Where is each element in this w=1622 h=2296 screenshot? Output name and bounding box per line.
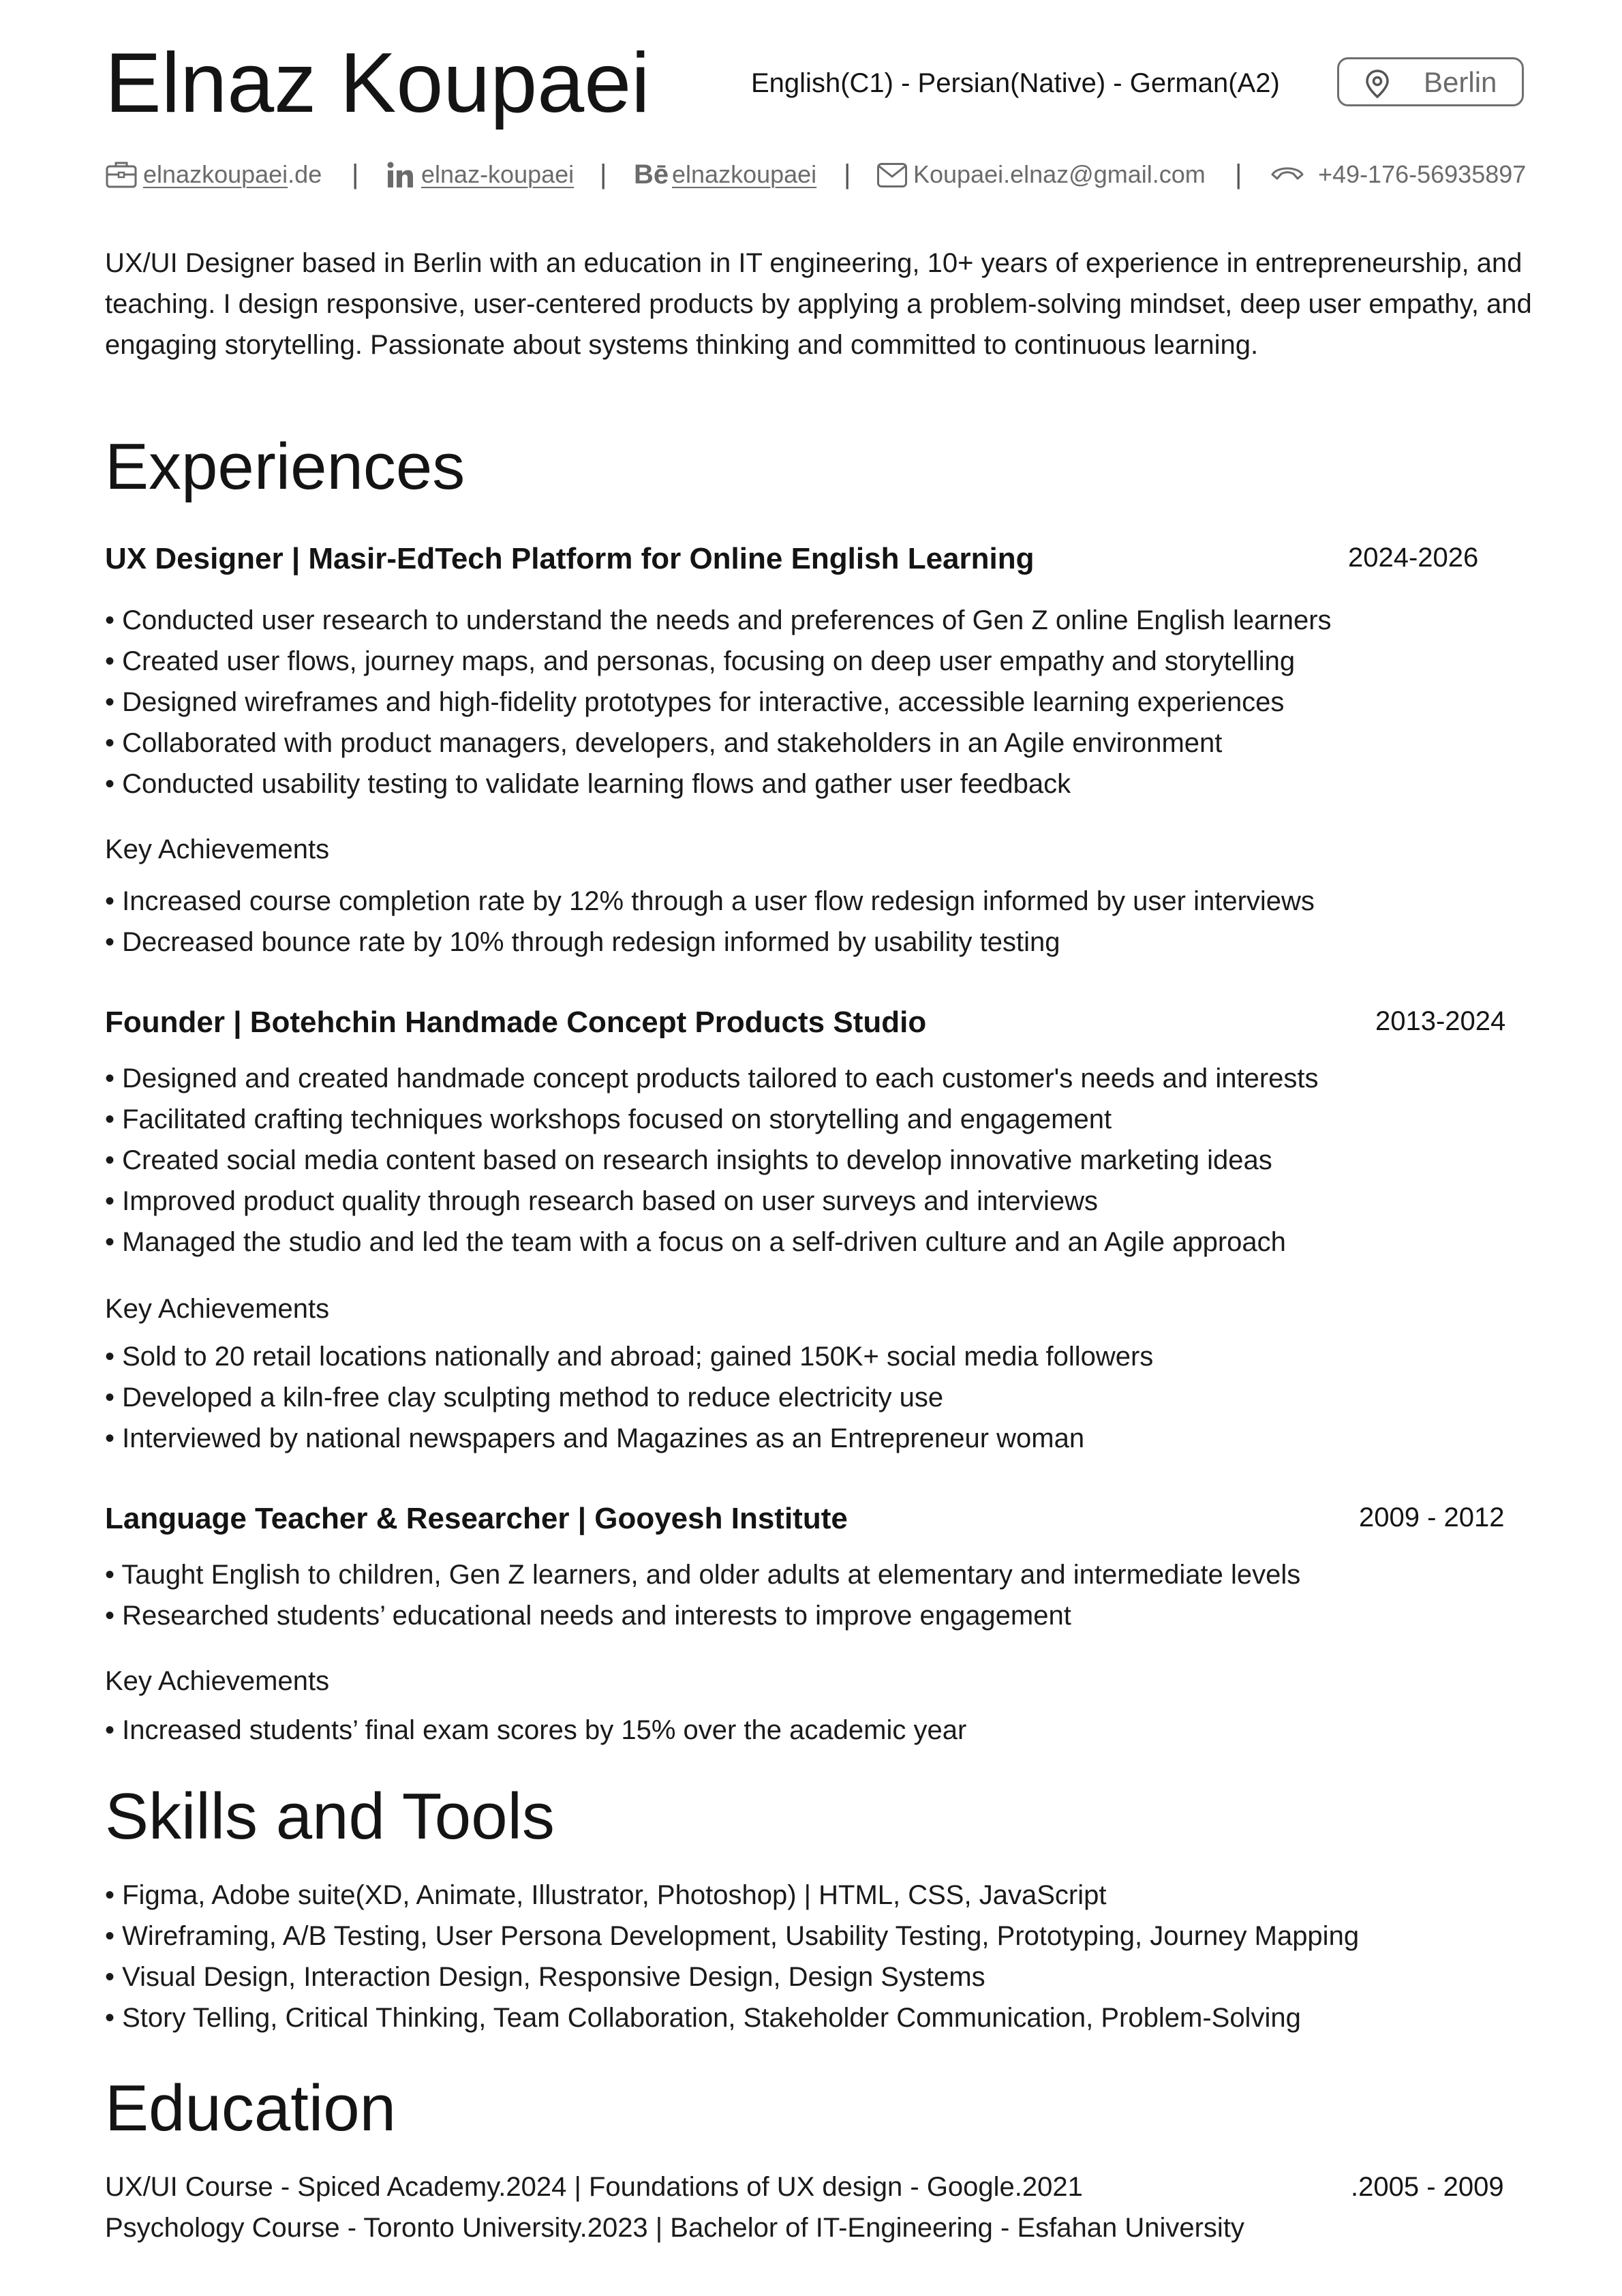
languages: English(C1) - Persian(Native) - German(A2)	[751, 68, 1280, 98]
candidate-name: Elnaz Koupaei	[105, 36, 650, 130]
skills-heading: Skills and Tools	[105, 1780, 555, 1853]
education-dates: .2005 - 2009	[1351, 2172, 1504, 2202]
contact-separator: |	[600, 160, 607, 190]
skills-list	[105, 1875, 1359, 2038]
experience-dates: 2013-2024	[1375, 1006, 1506, 1036]
achievement-bullets	[105, 1336, 1153, 1459]
list-item: • Improved product quality through research based on user surveys and interviews	[105, 1186, 1098, 1216]
list-item: • Decreased bounce rate by 10% through redesign informed by usability testing	[105, 927, 1060, 957]
key-achievements-label: Key Achievements	[105, 1666, 330, 1696]
location-badge	[1337, 57, 1524, 106]
phone-icon	[1270, 164, 1304, 185]
linkedin-link[interactable]: elnaz-koupaei	[421, 160, 575, 188]
list-item: • Interviewed by national newspapers and Magazines as an Entrepreneur woman	[105, 1423, 1085, 1453]
list-item: • Conducted user research to understand the needs and preferences of Gen Z online English learners	[105, 605, 1332, 635]
list-item: • Increased students’ final exam scores by 15% over the academic year	[105, 1715, 967, 1745]
list-item: • Created social media content based on research insights to develop innovative marketing ideas	[105, 1145, 1272, 1175]
list-item: • Taught English to children, Gen Z learners, and older adults at elementary and intermediate levels	[105, 1560, 1301, 1590]
contact-separator: |	[352, 160, 359, 190]
location-pin-icon	[1364, 69, 1391, 99]
list-item: • Managed the studio and led the team with a focus on a self-driven culture and an Agile approach	[105, 1227, 1286, 1257]
achievement-bullets	[105, 1710, 966, 1751]
list-item: • Collaborated with product managers, developers, and stakeholders in an Agile environment	[105, 728, 1223, 758]
key-achievements-label: Key Achievements	[105, 1294, 330, 1324]
list-item: • Visual Design, Interaction Design, Responsive Design, Design Systems	[105, 1962, 985, 1992]
experience-bullets	[105, 600, 1332, 804]
experience-dates: 2024-2026	[1348, 543, 1479, 573]
experience-dates: 2009 - 2012	[1359, 1502, 1505, 1532]
experience-role: UX Designer | Masir-EdTech Platform for Online English Learning	[105, 542, 1035, 575]
experiences-heading: Experiences	[105, 430, 465, 503]
experience-bullets	[105, 1554, 1300, 1636]
mail-icon	[876, 162, 908, 188]
location-text: Berlin	[1424, 66, 1497, 98]
experience-bullets	[105, 1058, 1319, 1263]
experience-role: Founder | Botehchin Handmade Concept Products Studio	[105, 1006, 927, 1039]
list-item: • Researched students’ educational needs and interests to improve engagement	[105, 1601, 1071, 1631]
behance-icon: Bē	[634, 160, 669, 190]
behance-link[interactable]: elnazkoupaei	[672, 160, 817, 188]
list-item: • Sold to 20 retail locations nationally and abroad; gained 150K+ social media followers	[105, 1342, 1154, 1372]
list-item: • Figma, Adobe suite(XD, Animate, Illustrator, Photoshop) | HTML, CSS, JavaScript	[105, 1880, 1107, 1910]
contact-separator: |	[844, 160, 851, 190]
key-achievements-label: Key Achievements	[105, 834, 330, 864]
profile-summary: UX/UI Designer based in Berlin with an education in IT engineering, 10+ years of experience in entrepreneurship, and teaching. I design responsive, user-centered products by applying a problem-solving mindset, deep user empathy, and engaging storytelling. Passionate about systems thinking and committed to continuous learning.	[105, 248, 1532, 360]
list-item: • Conducted usability testing to validate learning flows and gather user feedback	[105, 769, 1071, 799]
contact-separator: |	[1235, 160, 1242, 190]
education-line: UX/UI Course - Spiced Academy.2024 | Foundations of UX design - Google.2021	[105, 2172, 1083, 2202]
website-link[interactable]: elnazkoupaei.de	[143, 160, 322, 188]
briefcase-icon	[105, 160, 138, 190]
list-item: • Increased course completion rate by 12% through a user flow redesign informed by user interviews	[105, 886, 1315, 916]
achievement-bullets	[105, 881, 1315, 963]
education-heading: Education	[105, 2072, 396, 2145]
linkedin-icon	[386, 161, 414, 190]
list-item: • Facilitated crafting techniques workshops focused on storytelling and engagement	[105, 1104, 1112, 1134]
education-line: Psychology Course - Toronto University.2023 | Bachelor of IT-Engineering - Esfahan University	[105, 2213, 1244, 2243]
list-item: • Wireframing, A/B Testing, User Persona Development, Usability Testing, Prototyping, Journey Mapping	[105, 1921, 1360, 1951]
list-item: • Story Telling, Critical Thinking, Team Collaboration, Stakeholder Communication, Problem-Solving	[105, 2003, 1301, 2033]
list-item: • Designed wireframes and high-fidelity prototypes for interactive, accessible learning experiences	[105, 687, 1285, 717]
list-item: • Developed a kiln-free clay sculpting method to reduce electricity use	[105, 1383, 944, 1413]
email-text[interactable]: Koupaei.elnaz@gmail.com	[913, 160, 1206, 188]
list-item: • Created user flows, journey maps, and personas, focusing on deep user empathy and storytelling	[105, 646, 1296, 676]
list-item: • Designed and created handmade concept products tailored to each customer's needs and interests	[105, 1063, 1319, 1093]
phone-text: +49-176-56935897	[1318, 160, 1527, 188]
experience-role: Language Teacher & Researcher | Gooyesh Institute	[105, 1502, 848, 1535]
